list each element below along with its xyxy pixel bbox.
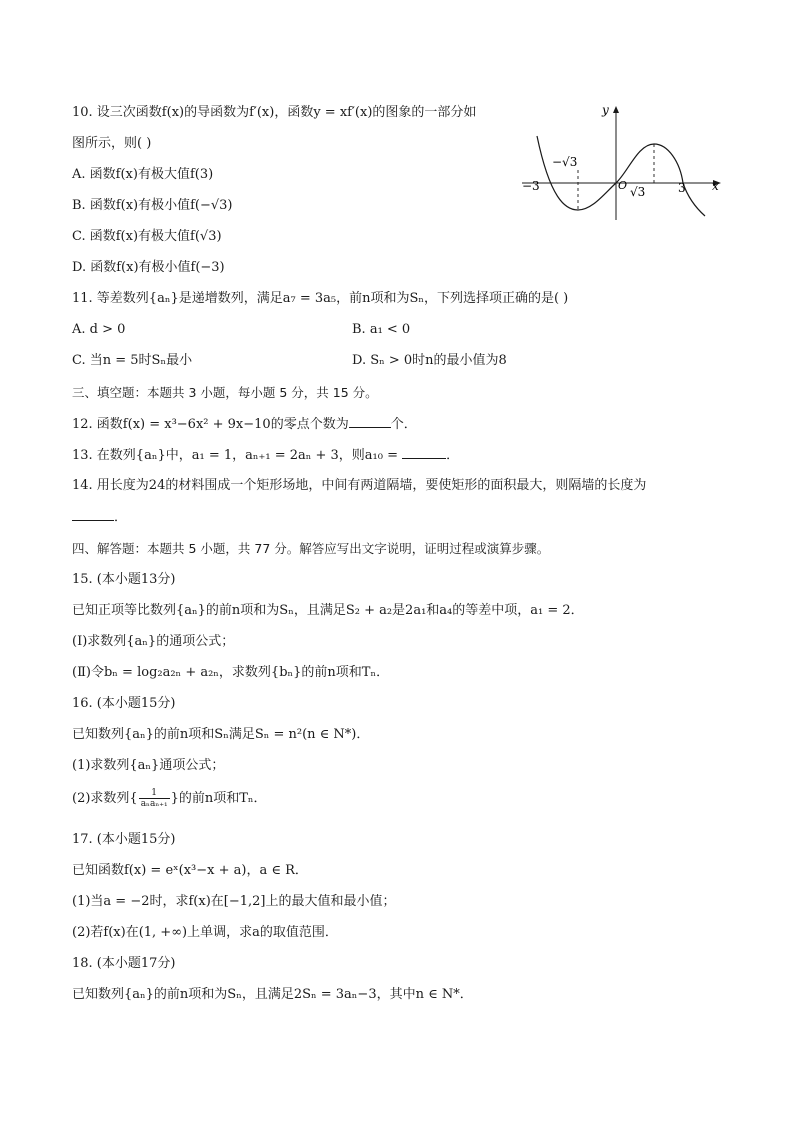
q11-option-b: B. a₁ < 0: [352, 322, 411, 337]
q17-part1: (1)当a = −2时，求f(x)在[−1,2]上的最大值和最小值；: [72, 894, 396, 909]
q16-part2-prefix: (2)求数列{: [72, 791, 138, 806]
q10-function-graph: [520, 98, 726, 224]
q11-option-a: A. d > 0: [72, 322, 126, 337]
y-axis-arrow-icon: [613, 106, 619, 113]
q15-part1: (Ⅰ)求数列{aₙ}的通项公式；: [72, 634, 235, 649]
q12-text: 12. 函数f(x) = x³−6x² + 9x−10的零点个数为: [72, 417, 349, 432]
q14-line2: [72, 508, 127, 527]
fraction-numerator: 1: [139, 788, 170, 799]
origin-label: O: [618, 179, 628, 192]
q17-heading: 17. (本小题15分): [72, 832, 176, 847]
q17-part2: (2)若f(x)在(1, +∞)上单调，求a的取值范围．: [72, 925, 338, 940]
q16-fraction: [139, 788, 170, 809]
tick-pos3: 3: [678, 181, 686, 195]
q14-answer-blank[interactable]: [72, 508, 114, 521]
q15-heading: 15. (本小题13分): [72, 572, 176, 587]
q14-suffix: ．: [114, 510, 128, 525]
function-curve: [537, 136, 705, 216]
q10-stem-line2: 图所示，则( ): [72, 136, 152, 151]
q10-option-b: B. 函数f(x)有极小值f(−√3): [72, 198, 233, 213]
q18-stem: 已知数列{aₙ}的前n项和为Sₙ，且满足2Sₙ = 3aₙ−3，其中n ∈ N*．: [72, 987, 473, 1002]
q11-stem: 11. 等差数列{aₙ}是递增数列，满足a₇ = 3a₅，前n项和为Sₙ，下列选择项正确的是( ): [72, 291, 569, 306]
q16-stem: 已知数列{aₙ}的前n项和Sₙ满足Sₙ = n²(n ∈ N*)．: [72, 727, 370, 742]
q15-stem: 已知正项等比数列{aₙ}的前n项和为Sₙ，且满足S₂ + a₂是2a₁和a₄的等差中项，a₁ = 2．: [72, 603, 584, 618]
q12: [72, 415, 417, 434]
q13-suffix: ．: [446, 448, 460, 463]
tick-neg3: −3: [522, 179, 540, 193]
x-label: x: [712, 179, 719, 193]
q11-option-c: C. 当n = 5时Sₙ最小: [72, 353, 193, 368]
tick-neg-sqrt3: −√3: [552, 155, 578, 169]
q13-text: 13. 在数列{aₙ}中，a₁ = 1，aₙ₊₁ = 2aₙ + 3，则a₁₀ =: [72, 448, 403, 463]
q10-option-c: C. 函数f(x)有极大值f(√3): [72, 229, 222, 244]
q15-part2: (Ⅱ)令bₙ = log₂a₂ₙ + a₂ₙ，求数列{bₙ}的前n项和Tₙ．: [72, 665, 390, 680]
section-3-heading: 三、填空题：本题共 3 小题，每小题 5 分，共 15 分。: [72, 385, 378, 400]
q13: [72, 446, 459, 465]
q16-part2: [72, 788, 267, 809]
q10-stem-line1: 10. 设三次函数f(x)的导函数为f′(x)，函数y = xf′(x)的图象的一部分如: [72, 105, 477, 120]
q17-stem: 已知函数f(x) = eˣ(x³−x + a)，a ∈ R．: [72, 863, 308, 878]
q12-suffix: 个．: [390, 417, 417, 432]
q10-option-d: D. 函数f(x)有极小值f(−3): [72, 260, 225, 275]
q16-part1: (1)求数列{aₙ}通项公式；: [72, 758, 225, 773]
tick-pos-sqrt3: √3: [630, 185, 646, 199]
section-4-heading: 四、解答题：本题共 5 小题，共 77 分。解答应写出文字说明，证明过程或演算步骤。: [72, 541, 550, 556]
q12-answer-blank[interactable]: [349, 415, 391, 428]
q11-option-d: D. Sₙ > 0时n的最小值为8: [352, 353, 507, 368]
q13-answer-blank[interactable]: [402, 446, 446, 459]
q10-option-a: A. 函数f(x)有极大值f(3): [72, 167, 214, 182]
fraction-denominator: aₙaₙ₊₁: [140, 799, 168, 809]
q16-heading: 16. (本小题15分): [72, 696, 176, 711]
q14-line1: 14. 用长度为24的材料围成一个矩形场地，中间有两道隔墙，要使矩形的面积最大，则隔墙的长度为: [72, 478, 647, 493]
q18-heading: 18. (本小题17分): [72, 956, 176, 971]
q16-part2-suffix: }的前n项和Tₙ．: [170, 791, 267, 806]
y-label: y: [602, 103, 609, 117]
